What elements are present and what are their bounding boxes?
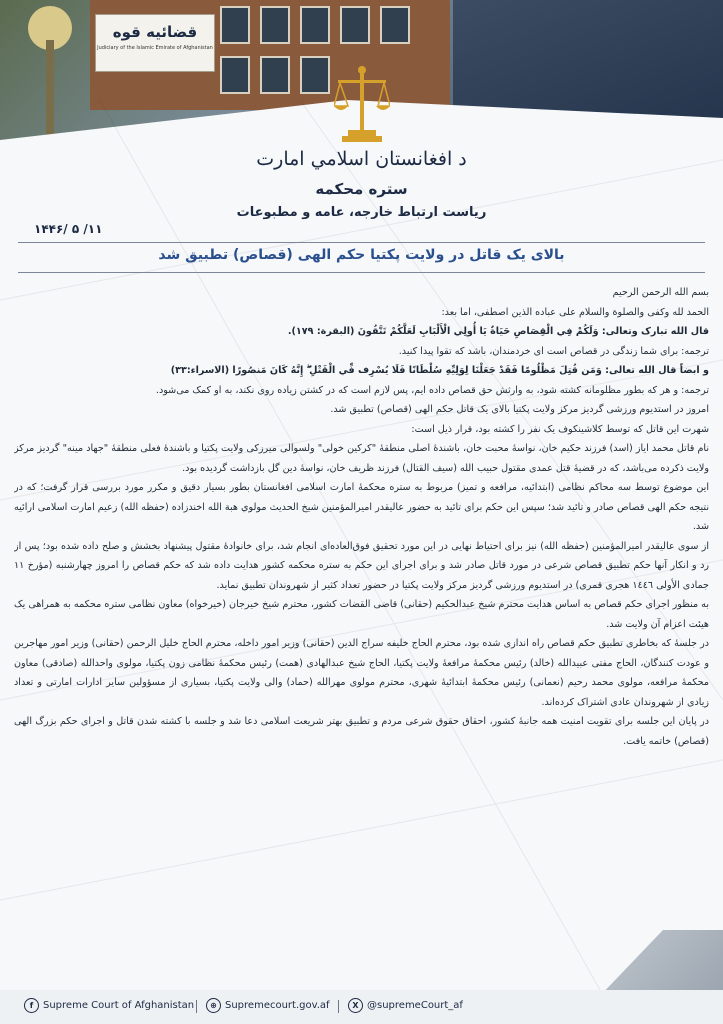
separator (196, 1000, 197, 1013)
document-date: ۱۴۴۶/ ۵ /۱۱ (34, 222, 103, 236)
divider (18, 272, 705, 273)
x-link[interactable] (348, 998, 463, 1013)
globe-icon: ⊕ (206, 998, 221, 1013)
x-icon: X (348, 998, 363, 1013)
paragraph: به منظور اجرای حکم قصاص به اساس هدایت محترم شیخ عبدالحکیم (حقانی) قاضی القضات کشور، محترم شیخ خیرجان (خیرخواه) معاون نظامی ستره محکمه به همراهی یک هیئت اعزام آن ولایت شد. (14, 599, 709, 630)
emirate-calligraphy: د افغانستان اسلامي امارت (256, 148, 467, 170)
facebook-label: Supreme Court of Afghanistan (43, 1000, 195, 1011)
x-label: @supremeCourt_af (367, 1000, 463, 1011)
paragraph: بسم الله الرحمن الرحیم (612, 287, 709, 298)
headline: بالای یک قاتل در ولایت پکتیا حکم الهی (قصاص) تطبیق شد (158, 247, 565, 263)
department-title: ریاست ارتباط خارجه، عامه و مطبوعات (236, 205, 487, 220)
paragraph: نام قاتل محمد ایاز (اسد) فرزند حکیم خان، نواسهٔ محبت خان، باشندهٔ اصلی منطقهٔ "کرکین خولی" ولسوالی میرزکی ولایت پکتیا و باشندهٔ فعلی منطقهٔ "جهاد مینه" گردیز مرکز ولایت ذکرده می‌باشد، که در قضیهٔ قتل عمدی مقتول حبیب الله (سیف القتال) فرزند ظریف خان، نواسهٔ دین گل بازداشت گردیده بود. (14, 443, 709, 474)
website-label: Supremecourt.gov.af (225, 1000, 330, 1011)
website-link[interactable] (206, 998, 330, 1013)
quran-verse: قال الله تبارک وتعالی: وَلَكُمْ فِي الْقِصَاصِ حَيَاةٌ يَا أُولِي الْأَلْبَابِ لَعَلَّكُمْ تَتَّقُونَ (البقرة: ١٧٩). (287, 326, 709, 337)
separator (338, 1000, 339, 1013)
court-sign (95, 14, 215, 72)
facebook-icon: f (24, 998, 39, 1013)
scales-of-justice-icon (334, 64, 390, 146)
paragraph: از سوی عالیقدر امیرالمؤمنین (حفظه الله) نیز برای احتیاط نهایی در این مورد تحقیق فوق‌العاده‌ای انجام شد، برای خانوادهٔ مقتول پیشنهاد بخشش و صلح داده شده بود؛ پس از رد و انکار آنها حکم تطبیق قصاص شرعی در مورد قاتل صادر شد و برای اجرای این حکم به ستره محکمه کشور هدایت داده شد که حکم قصاص را امروز چهارشنبه (مؤرخ ١١ جمادی الأولی ١٤٤٦ هجری قمری) در استدیوم ورزشی گردیز مرکز ولایت پکتیا در حضور تعداد کثیر از شهروندان تطبیق نماید. (14, 540, 709, 591)
court-title: ستره محکمه (315, 180, 408, 198)
sign-subtitle: Judiciary of the Islamic Emirate of Afghanistan (97, 45, 213, 51)
divider (18, 242, 705, 243)
statement-body (14, 283, 709, 975)
paragraph: شهرت این قاتل که توسط کلاشینکوف یک نفر را کشته بود، قرار ذیل است: (411, 423, 709, 435)
paragraph: الحمد لله وکفی والصلوة والسلام علی عباده الذین اصطفی، اما بعد: (441, 306, 709, 318)
footer (0, 990, 723, 1024)
sign-title: قضائیه قوه (112, 23, 198, 41)
paragraph: ترجمه: برای شما زندگی در قصاص است ای خردمندان، باشد که تقوا پیدا کنید. (398, 345, 709, 357)
paragraph: این موضوع توسط سه محاکم نظامی (ابتدائیه، مرافعه و تمیز) مربوط به ستره محکمهٔ امارت اسلامی افغانستان بطور بسیار دقیق و مکرر مورد بررسی قرار گرفت؛ که در نتیجه حکم الهی قصاص صادر و تائید شد؛ سپس این حکم برای تائید به حضور عالیقدر امیرالمؤمنین شیخ الحدیث مولوي هبة الله اخندزاده (حفظه الله) زعیم امارت اسلامی ارائیه شد. (14, 482, 709, 532)
paragraph: امروز در استدیوم ورزشی گردیز مرکز ولایت پکتیا بالای یک قاتل حکم الهی (قصاص) تطبیق شد. (330, 404, 709, 415)
paragraph: در پایان این جلسه برای تقویت امنیت همه جانبهٔ کشور، احقاق حقوق شرعی مردم و تطبیق بهتر شریعت اسلامی دعا شد و جلسه با کشته شدن قاتل و اجرای حکم بزرگ الهی (قصاص) خاتمه یافت. (14, 716, 709, 747)
paragraph: ترجمه: و هر که بطور مظلومانه کشته شود، به وارثش حق قصاص داده ایم، پس لازم است که در کشتن زیاده روی نکند، به او کمک می‌شود. (155, 384, 709, 396)
paragraph: در جلسهٔ که بخاطری تطبیق حکم قصاص راه اندازی شده بود، محترم الحاج خلیفه سراج الدین (حقانی) وزیر امور داخله، محترم الحاج خلیل الرحمن (حقانی) وزیر امور مهاجرین و عودت کنندگان، الحاج مفتی عبیدالله (خالد) رئیس محکمهٔ مرافعهٔ ولایت پکتیا، الحاج شیخ عبدالهادی (همت) رئیس محکمهٔ نظامی زون پکتیا، مولوی واحدالله (صادقی) معاون محکمهٔ مرافعه، مولوی محمد رحیم (نعمانی) رئیس محکمهٔ ابتدائیهٔ شهری، محترم مولوی مهرالله (حماد) والی ولایت پکتیا، بسیاری از مسؤولین سایر ادارات امارتی و تعداد زیادی از شهروندان عادی اشتراک کرده‌اند. (14, 638, 709, 708)
facebook-link[interactable] (24, 998, 194, 1013)
quran-verse: و ابضاً قال الله تعالی: وَمَن قُتِلَ مَظْلُومًا فَقَدْ جَعَلْنَا لِوَلِيِّهِ سُلْطَانًا فَلَا يُسْرِف فِّي الْقَتْلِ ۖ إِنَّهُ كَانَ مَنصُورًا (الاسراء:۳۳) (170, 365, 709, 376)
